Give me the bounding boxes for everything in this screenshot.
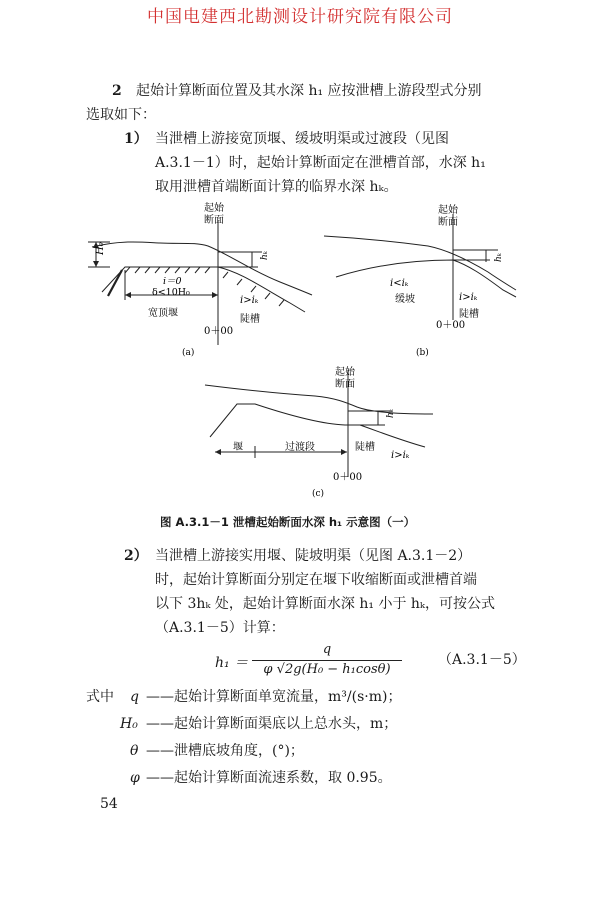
fraction-bar <box>252 660 402 661</box>
watermark-header: 中国电建西北勘测设计研究院有限公司 <box>147 7 453 27</box>
definitions-intro: 式中 <box>86 689 114 705</box>
fig-a-delta-label: δ<10H₀ <box>152 287 190 298</box>
fig-c-steep-slope: i>iₖ <box>391 450 410 461</box>
item1-line3: 取用泄槽首端断面计算的临界水深 hₖ。 <box>155 179 398 195</box>
fig-b-station-label: 0＋00 <box>436 320 466 331</box>
section-number: 2 <box>112 83 122 99</box>
formula-lhs: h₁ ＝ <box>215 655 249 671</box>
item2-line4: （A.3.1－5）计算： <box>155 620 285 636</box>
fig-a-chute-label: 陡槽 <box>240 314 260 325</box>
fig-a-station-label: 0＋00 <box>204 326 234 337</box>
fig-c-transition-label: 过渡段 <box>285 442 315 453</box>
section-text-line1: 起始计算断面位置及其水深 h₁ 应按泄槽上游段型式分别 <box>136 83 482 99</box>
formula-denominator: φ √2g(H₀ − h₁cosθ) <box>263 662 391 677</box>
fig-b-chute-label: 陡槽 <box>459 309 479 320</box>
page-number: 54 <box>100 796 118 812</box>
fig-a-start-label-1: 起始 <box>204 203 224 214</box>
item1-line2: A.3.1－1）时，起始计算断面定在泄槽首部，水深 h₁ <box>155 155 486 171</box>
def-text-theta: ——泄槽底坡角度，(°)； <box>146 743 304 759</box>
fig-a-h0-label: H₀ <box>95 242 106 255</box>
def-text-phi: ——起始计算断面流速系数，取 0.95。 <box>146 770 392 786</box>
def-text-q: ——起始计算断面单宽流量，m³/(s·m)； <box>146 689 402 705</box>
fig-c-tag: (c) <box>312 489 325 499</box>
item2-line2: 时，起始计算断面分别定在堰下收缩断面或泄槽首端 <box>155 572 477 588</box>
formula-number: （A.3.1－5） <box>438 652 526 668</box>
fig-a-hk-label: hₖ <box>260 250 270 260</box>
fig-b-mild-slope: i<iₖ <box>390 278 409 289</box>
fig-b-start-label-1: 起始 <box>438 205 458 216</box>
item1-number: 1） <box>124 131 148 147</box>
fig-b-tag: (b) <box>416 348 429 358</box>
section-text-line2: 选取如下： <box>86 107 156 123</box>
fig-b-mild-label: 缓坡 <box>395 294 415 305</box>
def-text-h0: ——起始计算断面渠底以上总水头，m； <box>146 716 398 732</box>
fig-c-start-label-1: 起始 <box>335 367 355 378</box>
fig-a-weir-label: 宽顶堰 <box>148 308 178 319</box>
fig-c-hk-label: hₖ <box>386 408 396 418</box>
figure-caption: 图 A.3.1－1 泄槽起始断面水深 h₁ 示意图（一） <box>160 515 416 529</box>
fig-a-tag: (a) <box>182 348 195 358</box>
fig-a-start-label-2: 断面 <box>204 215 224 226</box>
def-symbol-theta: θ <box>130 743 139 759</box>
fig-b-hk-label: hₖ <box>494 252 504 262</box>
item2-number: 2） <box>124 548 148 564</box>
formula-numerator: q <box>322 642 332 657</box>
def-symbol-q: q <box>130 689 139 705</box>
item2-line1: 当泄槽上游接实用堰、陡坡明渠（见图 A.3.1－2） <box>155 548 472 564</box>
fig-b-steep-slope: i>iₖ <box>459 292 478 303</box>
item1-line1: 当泄槽上游接宽顶堰、缓坡明渠或过渡段（见图 <box>155 131 449 147</box>
fig-c-start-label-2: 断面 <box>335 379 355 390</box>
def-symbol-phi: φ <box>130 770 140 786</box>
figure-c <box>195 362 445 502</box>
figure-b <box>318 200 518 360</box>
item2-line3: 以下 3hₖ 处，起始计算断面水深 h₁ 小于 hₖ，可按公式 <box>155 596 496 612</box>
fig-c-chute-label: 陡槽 <box>355 442 375 453</box>
fig-b-start-label-2: 断面 <box>438 217 458 228</box>
figure-a <box>80 200 320 360</box>
fig-c-station-label: 0＋00 <box>333 472 363 483</box>
fig-a-slope-label: i>iₖ <box>240 295 259 306</box>
def-symbol-h0: H₀ <box>120 716 138 732</box>
fig-a-i0-label: i＝0 <box>163 276 182 287</box>
fig-c-weir-label: 堰 <box>233 442 243 453</box>
